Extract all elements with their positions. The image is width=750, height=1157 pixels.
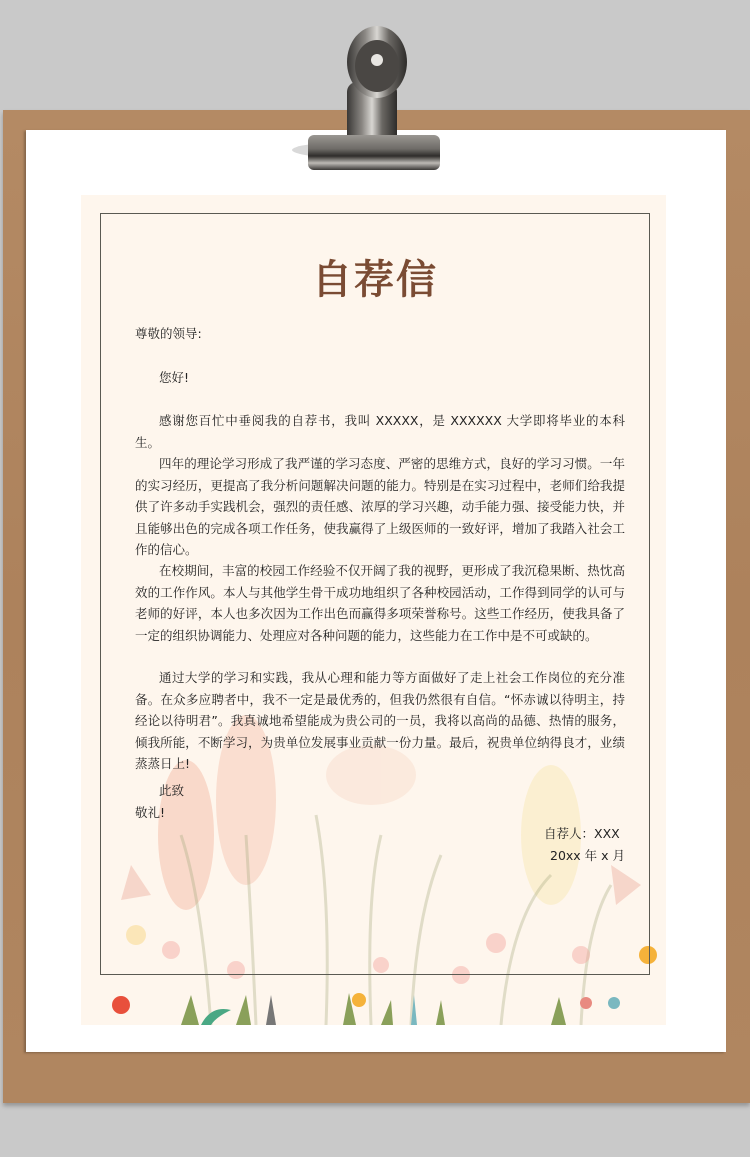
date: 20xx 年 x 月: [550, 848, 626, 863]
salutation: 尊敬的领导:: [135, 326, 202, 341]
binder-clip-icon: [280, 20, 465, 172]
paragraph-1: 感谢您百忙中垂阅我的自荐书，我叫 XXXXX，是 XXXXXX 大学即将毕业的本科生。: [135, 413, 625, 450]
closing-line-2: 敬礼!: [135, 805, 166, 820]
greeting: 您好!: [159, 370, 190, 385]
closing-line-1: 此致: [159, 783, 185, 798]
page-title: 自荐信: [312, 257, 438, 303]
paragraph-2: 四年的理论学习形成了我严谨的学习态度、严密的思维方式，良好的学习习惯。一年的实习经历，更提高了我分析问题解决问题的能力。特别是在实习过程中，老师们给我提供了许多动手实践机会，强烈的责任感、浓厚的学习兴趣，动手能力强、接受能力快，并且能够出色的完成各项工作任务，使我赢得了上级医师的一致好评，增加了我踏入社会工作的信心。: [135, 456, 625, 557]
signature: 自荐人：XXX: [544, 826, 620, 841]
paragraph-3: 在校期间，丰富的校园工作经验不仅开阔了我的视野，更形成了我沉稳果断、热忱高效的工作作风。本人与其他学生骨干成功地组织了各种校园活动，工作得到同学的认可与老师的好评，本人也多次因为工作出色而赢得多项荣誉称号。这些工作经历，使我具备了一定的组织协调能力、处理应对各种问题的能力，这些能力在工作中是不可或缺的。: [135, 563, 625, 643]
paragraph-4: 通过大学的学习和实践，我从心理和能力等方面做好了走上社会工作岗位的充分准备。在众多应聘者中，我不一定是最优秀的，但我仍然很有自信。“怀赤诚以待明主，持经论以待明君”。我真诚地希望能成为贵公司的一员，我将以高尚的品德、热情的服务，倾我所能，不断学习，为贵单位发展事业贡献一份力量。最后，祝贵单位纳得良才，业绩蒸蒸日上!: [135, 670, 625, 771]
